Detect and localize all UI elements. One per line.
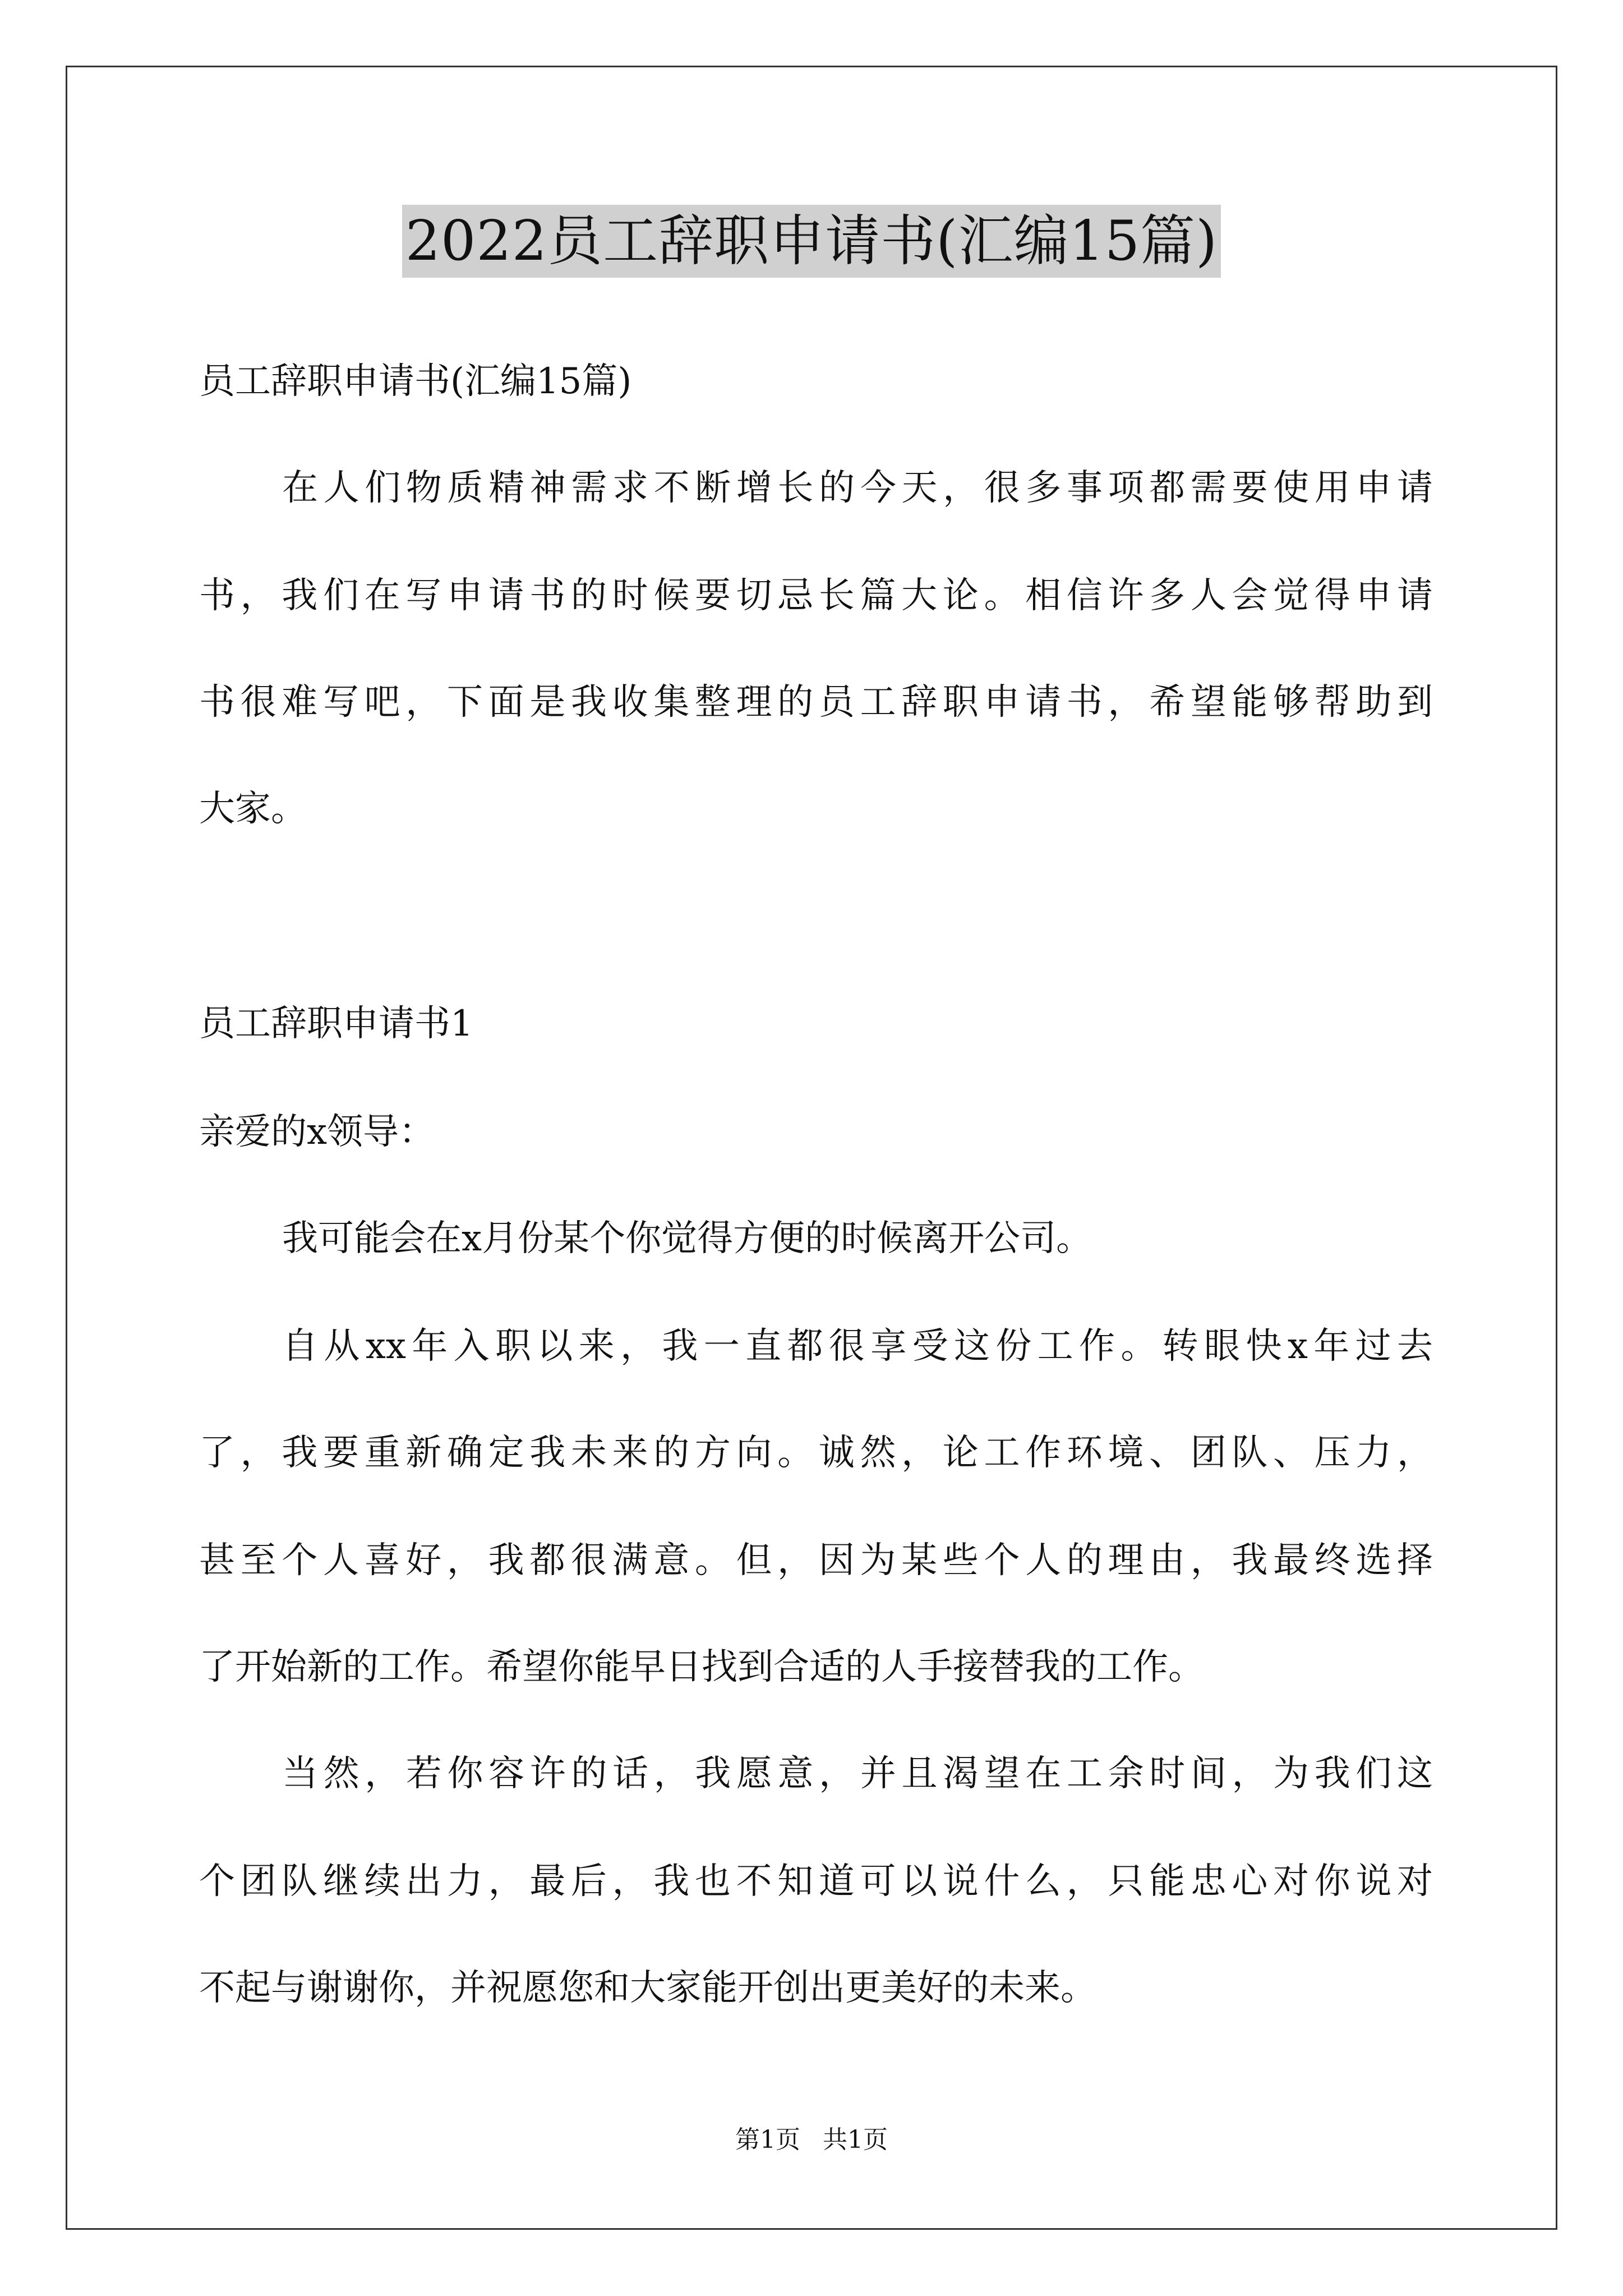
para3-line-3: 不起与谢谢你，并祝愿您和大家能开创出更美好的未来。 [199,1967,1096,2009]
page-number-total: 共1页 [823,2125,888,2154]
intro-line-2: 书，我们在写申请书的时候要切忌长篇大论。相信许多人会觉得申请 [199,575,1433,616]
page-footer [0,2123,1623,2157]
page-number-current: 第1页 [735,2125,800,2154]
para3-line-1: 当然，若你容许的话，我愿意，并且渴望在工余时间，为我们这 [282,1753,1433,1795]
document-subtitle: 员工辞职申请书(汇编15篇) [199,361,632,402]
para2-line-2: 了，我要重新确定我未来的方向。诚然，论工作环境、团队、压力， [199,1432,1433,1474]
intro-line-4: 大家。 [199,788,307,830]
para2-line-3: 甚至个人喜好，我都很满意。但，因为某些个人的理由，我最终选择 [199,1540,1433,1581]
para1-line-1: 我可能会在x月份某个你觉得方便的时候离开公司。 [282,1218,1092,1259]
para2-line-4: 了开始新的工作。希望你能早日找到合适的人手接替我的工作。 [199,1646,1204,1688]
title-container [0,205,1623,278]
para2-line-1: 自从xx年入职以来，我一直都很享受这份工作。转眼快x年过去 [282,1326,1433,1367]
section-heading: 员工辞职申请书1 [199,1003,473,1045]
salutation: 亲爱的x领导： [199,1111,435,1153]
document-title: 2022员工辞职申请书(汇编15篇) [402,205,1221,278]
intro-line-1: 在人们物质精神需求不断增长的今天，很多事项都需要使用申请 [282,467,1433,509]
intro-line-3: 书很难写吧，下面是我收集整理的员工辞职申请书，希望能够帮助到 [199,682,1433,723]
para3-line-2: 个团队继续出力，最后，我也不知道可以说什么，只能忠心对你说对 [199,1861,1433,1902]
